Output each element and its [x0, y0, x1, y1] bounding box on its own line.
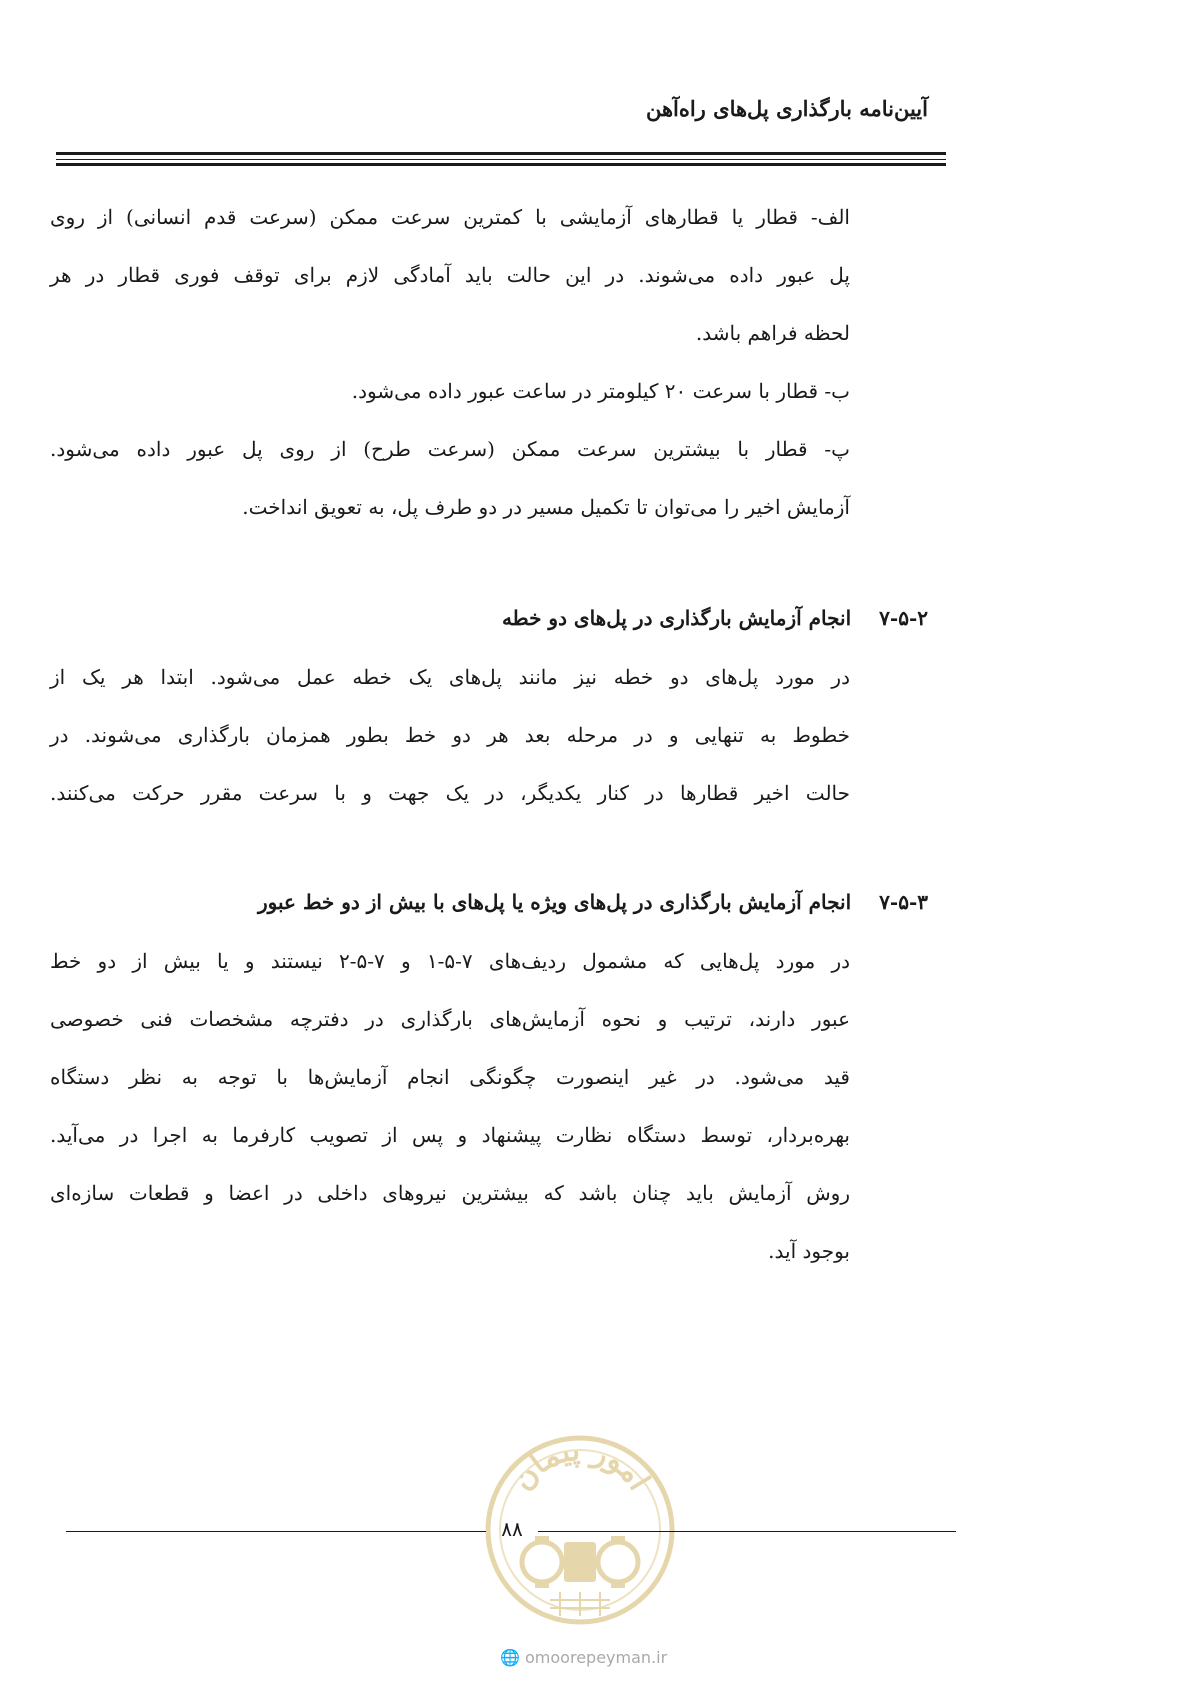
section-title: انجام آزمایش بارگذاری در پل‌های دو خطه: [501, 606, 852, 630]
section-number: ۷-۵-۲: [879, 606, 928, 630]
body-line: بهره‌بردار، توسط دستگاه نظارت پیشنهاد و پس از تصویب کارفرما به اجرا در می‌آید.: [50, 1123, 850, 1147]
body-line: قید می‌شود. در غیر اینصورت چگونگی انجام آزمایش‌ها با توجه به نظر دستگاه: [50, 1065, 850, 1089]
intro-block: [50, 188, 850, 536]
header-rule: [56, 159, 946, 160]
item-alef-line: لحظه فراهم باشد.: [695, 321, 850, 345]
body-line: حالت اخیر قطارها در کنار یکدیگر، در یک جهت و با سرعت مقرر حرکت می‌کنند.: [50, 781, 850, 805]
intro-note: آزمایش اخیر را می‌توان تا تکمیل مسیر در دو طرف پل، به تعویق انداخت.: [242, 495, 850, 519]
section-number: ۷-۵-۳: [879, 890, 928, 914]
section-heading: [258, 890, 928, 914]
running-header: آیین‌نامه بارگذاری پل‌های راه‌آهن: [645, 96, 928, 121]
item-be: ب- قطار با سرعت ۲۰ کیلومتر در ساعت عبور داده می‌شود.: [351, 379, 850, 403]
body-line: در مورد پل‌هایی که مشمول ردیف‌های ۷-۵-۱ و ۷-۵-۲ نیستند و یا بیش از دو خط: [50, 949, 851, 973]
seal-text: امور پیمان: [504, 1432, 657, 1497]
section-body: [50, 932, 850, 1280]
body-line: روش آزمایش باید چنان باشد که بیشترین نیروهای داخلی در اعضا و قطعات سازه‌ای: [50, 1181, 850, 1205]
body-line: عبور دارند، ترتیب و نحوه آزمایش‌های بارگذاری در دفترچه مشخصات فنی خصوصی: [50, 1007, 851, 1031]
body-line: بوجود آید.: [768, 1239, 850, 1263]
footer-rule: [538, 1531, 956, 1532]
item-alef-line: الف- قطار یا قطارهای آزمایشی با کمترین سرعت ممکن (سرعت قدم انسانی) از روی: [50, 205, 850, 229]
item-alef-line: پل عبور داده می‌شوند. در این حالت باید آمادگی لازم برای توقف فوری قطار در هر: [50, 263, 850, 287]
page-number: ۸۸: [501, 1517, 523, 1541]
body-line: در مورد پل‌های دو خطه نیز مانند پل‌های یک خطه عمل می‌شود. ابتدا هر یک از: [50, 665, 850, 689]
source-watermark: [500, 1648, 667, 1667]
item-pe: پ- قطار با بیشترین سرعت ممکن (سرعت طرح) از روی پل عبور داده می‌شود.: [50, 437, 850, 461]
section-title: انجام آزمایش بارگذاری در پل‌های ویژه یا پل‌های با بیش از دو خط عبور: [258, 890, 852, 914]
header-rule: [56, 163, 946, 166]
watermark-text: omoorepeyman.ir: [525, 1648, 668, 1667]
footer-rule: [66, 1531, 486, 1532]
svg-text:امور پیمان: [505, 1433, 657, 1497]
globe-icon: 🌐: [500, 1648, 520, 1667]
section-body: [50, 648, 850, 822]
header-rule: [56, 152, 946, 155]
body-line: خطوط به تنهایی و در مرحله بعد هر دو خط بطور همزمان بارگذاری می‌شوند. در: [50, 723, 850, 747]
section-heading: [502, 606, 928, 630]
